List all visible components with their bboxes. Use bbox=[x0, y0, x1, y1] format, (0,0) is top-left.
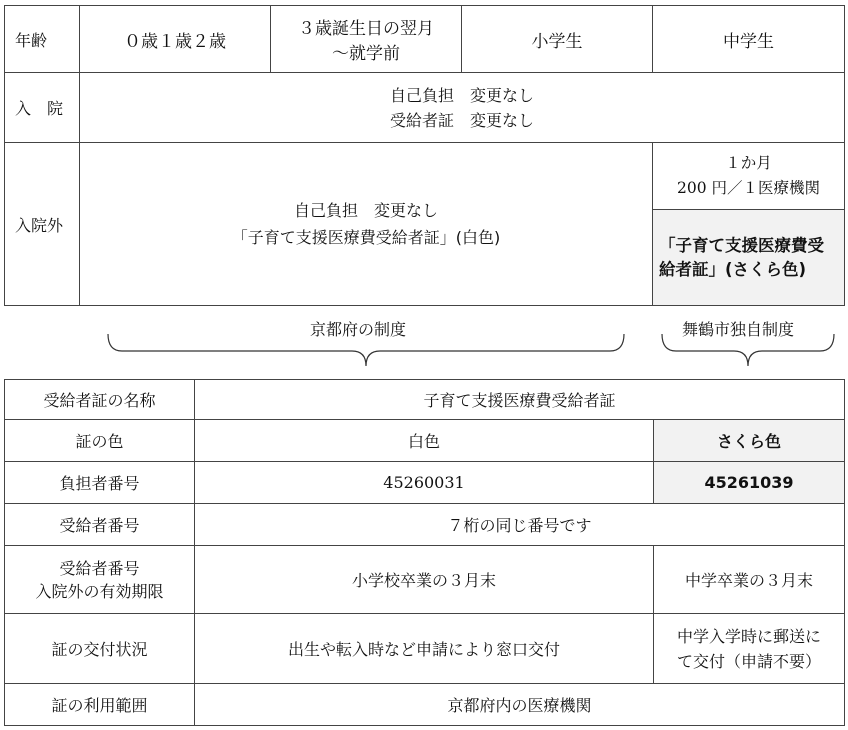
age-col-3-line2: ～就学前 bbox=[332, 44, 400, 64]
payer-number-city: 45261039 bbox=[654, 462, 845, 504]
row-label-cert-name: 受給者証の名称 bbox=[5, 380, 195, 420]
row-label-usage-scope: 証の利用範囲 bbox=[5, 684, 195, 726]
outpatient-label: 入院外 bbox=[5, 143, 80, 306]
issuance-city-line1: 中学入学時に郵送に bbox=[677, 626, 822, 646]
row-label-payer-number: 負担者番号 bbox=[5, 462, 195, 504]
recipient-number-value: ７桁の同じ番号です bbox=[195, 504, 845, 546]
inpatient-label: 入 院 bbox=[5, 73, 80, 143]
usage-scope-value: 京都府内の医療機関 bbox=[195, 684, 845, 726]
table-row bbox=[5, 546, 845, 614]
issuance-kyoto: 出生や転入時など申請により窓口交付 bbox=[195, 614, 654, 684]
row-label-validity bbox=[5, 546, 195, 614]
cert-name-value: 子育て支援医療費受給者証 bbox=[195, 380, 845, 420]
city-system-label: 舞鶴市独自制度 bbox=[682, 320, 795, 339]
row-label-issuance: 証の交付状況 bbox=[5, 614, 195, 684]
table-row bbox=[5, 462, 845, 504]
age-header-label: 年齢 bbox=[5, 6, 80, 73]
row-label-cert-color: 証の色 bbox=[5, 420, 195, 462]
outpatient-jh-fee-line1: １か月 bbox=[725, 154, 772, 172]
issuance-city-line2: て交付（申請不要） bbox=[677, 651, 822, 671]
table-row bbox=[5, 420, 845, 462]
table-row bbox=[5, 504, 845, 546]
cert-color-kyoto: 白色 bbox=[195, 420, 654, 462]
payer-number-kyoto: 45260031 bbox=[195, 462, 654, 504]
validity-city: 中学卒業の３月末 bbox=[654, 546, 845, 614]
certificate-details-table bbox=[4, 379, 845, 726]
row-label-validity-line1: 受給者番号 bbox=[59, 558, 140, 578]
outpatient-jh-fee-line2: 200 円／１医療機関 bbox=[676, 179, 820, 197]
age-col-elementary: 小学生 bbox=[462, 6, 653, 73]
kyoto-system-label: 京都府の制度 bbox=[310, 320, 407, 339]
cert-color-city: さくら色 bbox=[654, 420, 845, 462]
validity-kyoto: 小学校卒業の３月末 bbox=[195, 546, 654, 614]
table-row bbox=[5, 614, 845, 684]
outpatient-main-line2: 「子育て支援医療費受給者証」(白色) bbox=[231, 228, 501, 247]
table-row bbox=[5, 380, 845, 420]
row-label-validity-line2: 入院外の有効期限 bbox=[35, 581, 164, 601]
issuance-city bbox=[654, 614, 845, 684]
row-label-recipient-number: 受給者番号 bbox=[5, 504, 195, 546]
outpatient-main-line1: 自己負担 変更なし bbox=[293, 201, 438, 220]
age-col-junior-high: 中学生 bbox=[653, 6, 845, 73]
city-brace bbox=[662, 334, 834, 366]
inpatient-line2: 受給者証 変更なし bbox=[389, 110, 534, 130]
age-col-0-2: ０歳１歳２歳 bbox=[80, 6, 271, 73]
table-row bbox=[5, 684, 845, 726]
outpatient-jh-card: 「子育て支援医療費受給者証」(さくら色) bbox=[653, 210, 845, 306]
kyoto-brace bbox=[108, 334, 624, 366]
inpatient-line1: 自己負担 変更なし bbox=[389, 85, 534, 105]
age-col-3-line1: ３歳誕生日の翌月 bbox=[298, 19, 434, 39]
